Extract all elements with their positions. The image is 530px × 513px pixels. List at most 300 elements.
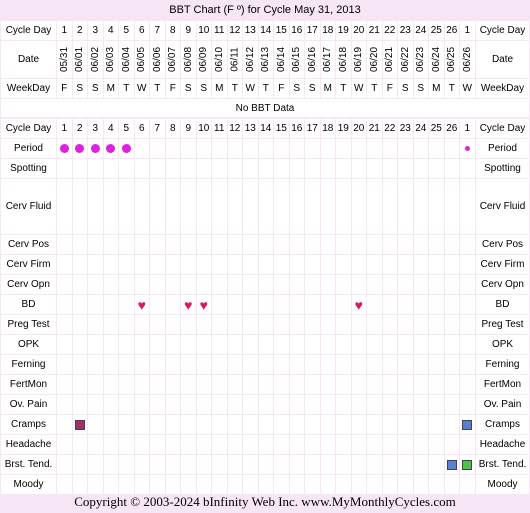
weekday-cell: W — [352, 79, 367, 98]
obs-cell — [414, 159, 429, 178]
obs-cell — [352, 159, 367, 178]
date-cell — [166, 41, 181, 78]
cycle-day-cell: 1 — [57, 119, 72, 138]
obs-cell — [104, 275, 119, 294]
obs-cell — [57, 435, 72, 454]
obs-cell — [181, 395, 196, 414]
obs-cell — [321, 159, 336, 178]
date-text: 06/07 — [167, 46, 179, 73]
row-label-left: OPK — [1, 335, 56, 354]
obs-cell — [398, 335, 413, 354]
row-label-right: Cerv Fluid — [476, 179, 529, 234]
obs-cell — [429, 435, 444, 454]
obs-cell — [119, 255, 134, 274]
obs-cell — [197, 375, 212, 394]
obs-cell — [243, 235, 258, 254]
cycle-day-cell: 7 — [150, 21, 165, 40]
obs-cell — [228, 435, 243, 454]
cycle-day-cell: 26 — [445, 21, 460, 40]
date-text: 06/01 — [74, 46, 86, 73]
obs-cell — [104, 395, 119, 414]
obs-cell — [445, 295, 460, 314]
obs-cell — [212, 315, 227, 334]
obs-cell — [57, 295, 72, 314]
cycle-day-cell: 12 — [228, 21, 243, 40]
obs-cell — [166, 355, 181, 374]
obs-cell — [305, 335, 320, 354]
obs-cell — [166, 435, 181, 454]
obs-cell — [398, 475, 413, 494]
obs-cell — [414, 139, 429, 158]
obs-cell — [150, 475, 165, 494]
date-text: 06/23 — [415, 46, 427, 73]
obs-cell — [305, 179, 320, 234]
date-cell — [367, 41, 382, 78]
obs-cell — [367, 139, 382, 158]
obs-cell — [228, 475, 243, 494]
obs-cell — [135, 255, 150, 274]
obs-cell — [135, 179, 150, 234]
date-cell — [88, 41, 103, 78]
obs-cell — [429, 415, 444, 434]
obs-cell — [197, 455, 212, 474]
symptom-square — [75, 420, 85, 430]
obs-cell — [135, 335, 150, 354]
obs-cell — [445, 255, 460, 274]
obs-cell — [73, 235, 88, 254]
obs-cell — [460, 355, 475, 374]
obs-cell — [73, 435, 88, 454]
obs-cell — [321, 375, 336, 394]
weekday-label-right: WeekDay — [476, 79, 529, 98]
obs-cell — [57, 455, 72, 474]
obs-cell — [274, 275, 289, 294]
obs-cell — [243, 275, 258, 294]
weekday-cell: T — [336, 79, 351, 98]
cycle-day-cell: 24 — [414, 21, 429, 40]
date-cell — [181, 41, 196, 78]
date-text: 06/16 — [306, 46, 318, 73]
obs-cell — [57, 159, 72, 178]
obs-cell — [445, 375, 460, 394]
obs-cell — [290, 255, 305, 274]
cycle-day-cell: 3 — [88, 119, 103, 138]
cycle-day-cell: 2 — [73, 119, 88, 138]
obs-cell — [135, 235, 150, 254]
obs-cell — [274, 455, 289, 474]
weekday-cell: M — [104, 79, 119, 98]
date-label-right: Date — [476, 41, 529, 78]
obs-cell — [119, 475, 134, 494]
obs-cell — [57, 375, 72, 394]
obs-cell — [336, 235, 351, 254]
obs-cell — [290, 455, 305, 474]
obs-cell — [460, 235, 475, 254]
weekday-cell: S — [414, 79, 429, 98]
obs-cell — [88, 435, 103, 454]
weekday-cell: F — [57, 79, 72, 98]
obs-cell — [290, 139, 305, 158]
obs-cell — [321, 235, 336, 254]
date-text: 06/04 — [120, 46, 132, 73]
obs-cell — [460, 159, 475, 178]
weekday-cell: T — [445, 79, 460, 98]
weekday-cell: T — [367, 79, 382, 98]
row-label-left: Cerv Opn — [1, 275, 56, 294]
cycle-day-cell: 4 — [104, 119, 119, 138]
obs-cell — [197, 415, 212, 434]
obs-cell — [104, 415, 119, 434]
obs-cell — [398, 375, 413, 394]
date-cell — [150, 41, 165, 78]
obs-cell — [414, 235, 429, 254]
row-label-left: Headache — [1, 435, 56, 454]
row-label-right: Cerv Firm — [476, 255, 529, 274]
obs-cell — [243, 139, 258, 158]
obs-cell — [212, 475, 227, 494]
obs-cell — [429, 139, 444, 158]
date-cell — [429, 41, 444, 78]
obs-cell — [135, 455, 150, 474]
obs-cell — [274, 139, 289, 158]
obs-cell — [88, 475, 103, 494]
date-text: 06/20 — [368, 46, 380, 73]
obs-cell — [228, 179, 243, 234]
obs-cell — [352, 455, 367, 474]
cycle-day-cell: 10 — [197, 119, 212, 138]
date-text: 06/02 — [89, 46, 101, 73]
date-cell — [228, 41, 243, 78]
obs-cell — [336, 315, 351, 334]
obs-cell — [135, 315, 150, 334]
obs-cell — [135, 475, 150, 494]
date-text: 06/08 — [182, 46, 194, 73]
copyright-footer: Copyright © 2003-2024 bInfinity Web Inc. www.MyMonthlyCycles.com — [74, 494, 456, 509]
obs-cell — [166, 159, 181, 178]
period-dot — [465, 146, 470, 151]
obs-cell — [73, 255, 88, 274]
period-dot — [122, 144, 131, 153]
obs-cell — [212, 455, 227, 474]
obs-cell — [73, 395, 88, 414]
obs-cell — [135, 355, 150, 374]
obs-cell — [460, 335, 475, 354]
obs-cell — [150, 435, 165, 454]
obs-cell — [460, 179, 475, 234]
obs-cell — [352, 255, 367, 274]
obs-cell — [321, 355, 336, 374]
obs-cell — [383, 355, 398, 374]
heart-icon: ♥ — [199, 296, 208, 313]
obs-cell — [243, 415, 258, 434]
obs-cell — [212, 435, 227, 454]
obs-cell — [290, 375, 305, 394]
obs-cell — [429, 375, 444, 394]
row-label-right: Moody — [476, 475, 529, 494]
cycle-day-cell: 14 — [259, 119, 274, 138]
obs-cell — [57, 395, 72, 414]
obs-cell — [321, 139, 336, 158]
obs-cell — [135, 435, 150, 454]
row-label-left: Cerv Firm — [1, 255, 56, 274]
obs-cell — [274, 475, 289, 494]
cycle-day-cell: 1 — [460, 21, 475, 40]
obs-cell — [104, 355, 119, 374]
date-cell — [290, 41, 305, 78]
obs-cell — [321, 455, 336, 474]
cycle-day-cell: 20 — [352, 21, 367, 40]
obs-cell — [290, 435, 305, 454]
date-cell — [336, 41, 351, 78]
date-text: 06/09 — [198, 46, 210, 73]
obs-cell — [352, 335, 367, 354]
obs-cell — [181, 375, 196, 394]
obs-cell — [57, 335, 72, 354]
obs-cell — [259, 395, 274, 414]
cycle-day-cell: 25 — [429, 119, 444, 138]
row-label-right: BD — [476, 295, 529, 314]
obs-cell — [321, 315, 336, 334]
obs-cell — [166, 295, 181, 314]
row-label-left: Period — [1, 139, 56, 158]
obs-cell — [274, 395, 289, 414]
obs-cell — [367, 275, 382, 294]
obs-cell — [367, 435, 382, 454]
period-dot — [91, 144, 100, 153]
obs-cell — [197, 315, 212, 334]
obs-cell — [119, 355, 134, 374]
obs-cell — [135, 159, 150, 178]
obs-cell — [274, 375, 289, 394]
obs-cell — [119, 415, 134, 434]
obs-cell — [181, 159, 196, 178]
obs-cell — [150, 275, 165, 294]
obs-cell — [305, 255, 320, 274]
obs-cell — [414, 475, 429, 494]
obs-cell — [135, 395, 150, 414]
obs-cell — [336, 415, 351, 434]
obs-cell — [197, 275, 212, 294]
obs-cell — [57, 255, 72, 274]
obs-cell — [290, 335, 305, 354]
obs-cell — [166, 179, 181, 234]
obs-cell — [228, 395, 243, 414]
obs-cell — [57, 475, 72, 494]
obs-cell — [212, 139, 227, 158]
obs-cell — [429, 255, 444, 274]
obs-cell — [228, 295, 243, 314]
cycle-day-cell: 3 — [88, 21, 103, 40]
obs-cell — [228, 255, 243, 274]
obs-cell — [460, 435, 475, 454]
cycle-day-cell: 5 — [119, 21, 134, 40]
obs-cell — [414, 355, 429, 374]
row-label-left: Cerv Fluid — [1, 179, 56, 234]
obs-cell — [398, 415, 413, 434]
obs-cell — [321, 395, 336, 414]
obs-cell — [429, 475, 444, 494]
obs-cell — [336, 395, 351, 414]
weekday-cell: T — [259, 79, 274, 98]
obs-cell — [336, 335, 351, 354]
obs-cell — [197, 139, 212, 158]
cycle-day-cell: 20 — [352, 119, 367, 138]
obs-cell — [212, 179, 227, 234]
obs-cell — [104, 179, 119, 234]
cycle-day-cell: 15 — [274, 119, 289, 138]
obs-cell — [383, 235, 398, 254]
row-label-left: Moody — [1, 475, 56, 494]
obs-cell — [166, 475, 181, 494]
obs-cell — [73, 295, 88, 314]
obs-cell — [259, 139, 274, 158]
row-label-left: Ov. Pain — [1, 395, 56, 414]
row-label-right: Ov. Pain — [476, 395, 529, 414]
obs-cell — [305, 275, 320, 294]
obs-cell — [181, 139, 196, 158]
obs-cell — [104, 335, 119, 354]
obs-cell — [414, 335, 429, 354]
date-cell — [243, 41, 258, 78]
row-label-left: Spotting — [1, 159, 56, 178]
obs-cell — [352, 475, 367, 494]
date-text: 06/05 — [136, 46, 148, 73]
obs-cell — [57, 235, 72, 254]
obs-cell — [150, 315, 165, 334]
obs-cell — [398, 395, 413, 414]
obs-cell — [460, 275, 475, 294]
row-label-left: Brst. Tend. — [1, 455, 56, 474]
obs-cell — [414, 435, 429, 454]
obs-cell — [259, 275, 274, 294]
cycle-day-cell: 8 — [166, 119, 181, 138]
obs-cell — [367, 375, 382, 394]
obs-cell — [119, 395, 134, 414]
obs-cell — [336, 159, 351, 178]
obs-cell — [367, 395, 382, 414]
obs-cell — [57, 415, 72, 434]
obs-cell — [398, 455, 413, 474]
date-text: 06/03 — [105, 46, 117, 73]
obs-cell — [429, 395, 444, 414]
obs-cell — [352, 375, 367, 394]
obs-cell — [352, 395, 367, 414]
date-cell — [352, 41, 367, 78]
obs-cell — [367, 455, 382, 474]
obs-cell — [181, 179, 196, 234]
obs-cell — [104, 235, 119, 254]
obs-cell — [197, 475, 212, 494]
obs-cell — [290, 395, 305, 414]
obs-cell — [429, 159, 444, 178]
obs-cell — [336, 295, 351, 314]
obs-cell — [305, 295, 320, 314]
obs-cell — [150, 139, 165, 158]
date-cell — [119, 41, 134, 78]
symptom-square — [462, 420, 472, 430]
obs-cell — [197, 159, 212, 178]
obs-cell — [398, 159, 413, 178]
symptom-square — [447, 460, 457, 470]
obs-cell — [104, 435, 119, 454]
obs-cell — [429, 295, 444, 314]
date-text: 06/21 — [384, 46, 396, 73]
obs-cell — [73, 275, 88, 294]
obs-cell — [212, 159, 227, 178]
obs-cell — [243, 159, 258, 178]
obs-cell — [57, 179, 72, 234]
row-label-right: FertMon — [476, 375, 529, 394]
obs-cell — [150, 395, 165, 414]
obs-cell — [352, 139, 367, 158]
obs-cell — [367, 355, 382, 374]
obs-cell — [367, 335, 382, 354]
obs-cell — [290, 275, 305, 294]
obs-cell — [305, 475, 320, 494]
obs-cell — [383, 435, 398, 454]
weekday-cell: S — [181, 79, 196, 98]
obs-cell — [259, 475, 274, 494]
weekday-cell: M — [321, 79, 336, 98]
obs-cell — [274, 415, 289, 434]
cycle-day-cell: 22 — [383, 119, 398, 138]
obs-cell — [88, 179, 103, 234]
date-text: 06/06 — [151, 46, 163, 73]
obs-cell — [150, 355, 165, 374]
row-label-right: Ferning — [476, 355, 529, 374]
obs-cell — [336, 255, 351, 274]
row-label-left: Cramps — [1, 415, 56, 434]
obs-cell — [445, 139, 460, 158]
cycle-day-cell: 8 — [166, 21, 181, 40]
obs-cell — [352, 275, 367, 294]
obs-cell — [119, 455, 134, 474]
heart-icon: ♥ — [137, 296, 146, 313]
obs-cell — [88, 275, 103, 294]
cycle-day-cell: 10 — [197, 21, 212, 40]
weekday-cell: T — [119, 79, 134, 98]
obs-cell — [305, 355, 320, 374]
obs-cell — [228, 235, 243, 254]
obs-cell — [228, 139, 243, 158]
obs-cell — [212, 275, 227, 294]
cycle-day-label-right: Cycle Day — [476, 21, 529, 40]
cycle-day-cell: 13 — [243, 119, 258, 138]
cycle-day-cell: 9 — [181, 21, 196, 40]
obs-cell — [166, 375, 181, 394]
obs-cell — [181, 315, 196, 334]
obs-cell — [212, 255, 227, 274]
obs-cell — [305, 375, 320, 394]
date-cell — [212, 41, 227, 78]
obs-cell — [445, 435, 460, 454]
cycle-day-cell: 22 — [383, 21, 398, 40]
obs-cell — [88, 295, 103, 314]
obs-cell — [460, 375, 475, 394]
row-label-right: Cerv Pos — [476, 235, 529, 254]
obs-cell — [274, 179, 289, 234]
obs-cell — [166, 275, 181, 294]
obs-cell — [243, 435, 258, 454]
obs-cell — [73, 179, 88, 234]
obs-cell — [321, 335, 336, 354]
no-bbt-data-banner: No BBT Data — [1, 99, 529, 117]
date-text: 06/11 — [229, 47, 241, 72]
row-label-left: FertMon — [1, 375, 56, 394]
obs-cell — [212, 375, 227, 394]
cycle-day-cell: 17 — [305, 119, 320, 138]
obs-cell — [274, 255, 289, 274]
